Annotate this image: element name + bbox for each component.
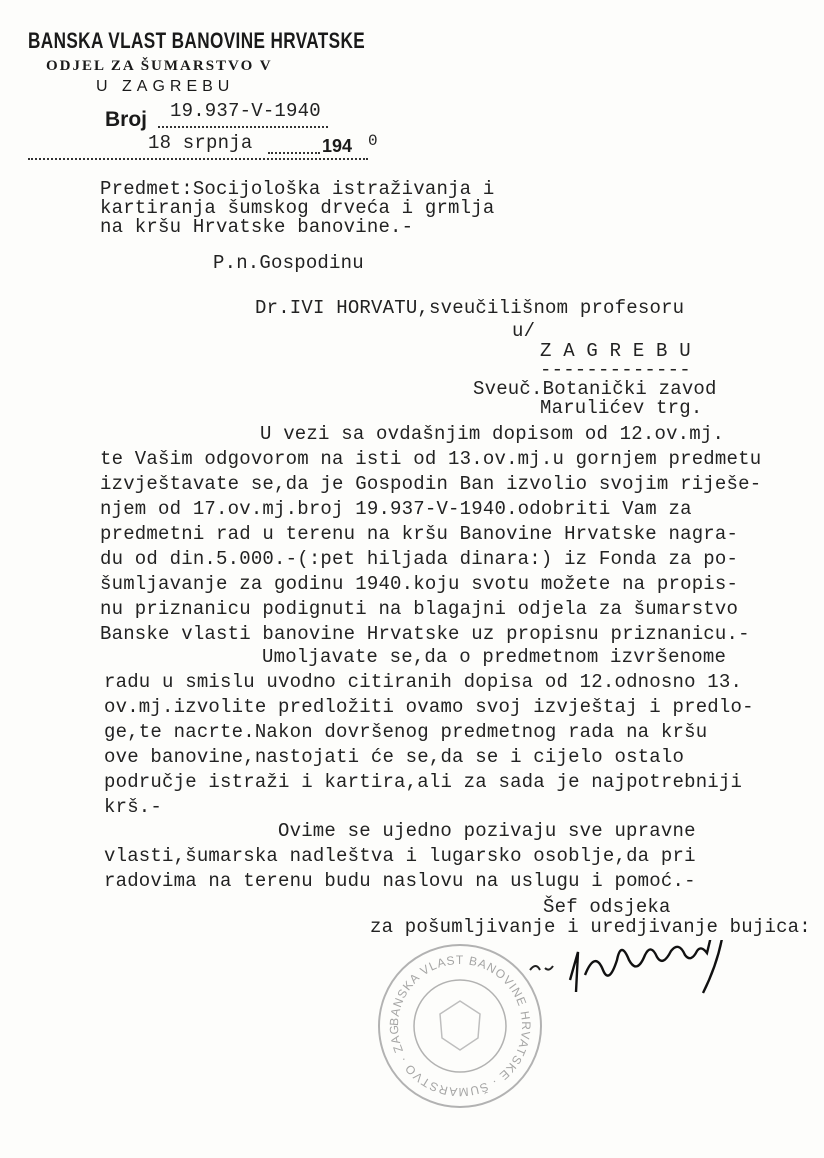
subject-line: kartiranja šumskog drveća i grmlja (100, 197, 495, 219)
date-dotted-line (268, 152, 320, 154)
signer-department: za pošumljivanje i uredjivanje bujica: (370, 916, 811, 938)
subject-line: na kršu Hrvatske banovine.- (100, 216, 414, 238)
body-line: predmetni rad u terenu na kršu Banovine Hrvatske nagra- (100, 523, 739, 545)
body-line: Umoljavate se,da o predmetnom izvršenome (262, 646, 727, 668)
header-divider (28, 158, 368, 160)
letterhead-department: ODJEL ZA ŠUMARSTVO V (46, 58, 273, 74)
letterhead-authority: BANSKA VLAST BANOVINE HRVATSKE (28, 28, 366, 53)
body-line: radovima na terenu budu naslovu na uslugu i pomoć.- (104, 870, 696, 892)
year-suffix: 0 (368, 132, 378, 150)
salutation: P.n.Gospodinu (213, 252, 364, 274)
body-line: područje istraži i kartira,ali za sada je najpotrebniji (104, 771, 743, 793)
body-line: radu u smislu uvodno citiranih dopisa od 12.odnosno 13. (104, 671, 743, 693)
signer-title: Šef odsjeka (543, 896, 671, 918)
addressee-underline: ------------- (540, 359, 691, 381)
date-value: 18 srpnja (148, 132, 253, 154)
broj-label: Broj (105, 108, 147, 131)
addressee-institution: Sveuč.Botanički zavod (473, 378, 717, 400)
stamp-text: BANSKA VLAST BANOVINE HRVATSKE · ŠUMARSTVO · ZAG (386, 952, 534, 1100)
addressee-street: Marulićev trg. (540, 397, 703, 419)
body-line: krš.- (104, 796, 163, 818)
body-line: Banske vlasti banovine Hrvatske uz propisnu priznanicu.- (100, 623, 750, 645)
year-prefix: 194 (322, 136, 353, 156)
body-line: izvještavate se,da je Gospodin Ban izvolio svojim riješe- (100, 473, 762, 495)
body-line: ove banovine,nastojati će se,da se i cijelo ostalo (104, 746, 685, 768)
body-line: te Vašim odgovorom na isti od 13.ov.mj.u gornjem predmetu (100, 448, 762, 470)
body-line: šumljavanje za godinu 1940.koju svotu možete na propis- (100, 573, 739, 595)
subject-line: Predmet:Socijološka istraživanja i (100, 178, 495, 200)
body-line: Ovime se ujedno pozivaju sve upravne (278, 820, 696, 842)
body-line: ov.mj.izvolite predložiti ovamo svoj izvještaj i predlo- (104, 696, 754, 718)
addressee-u: u/ (512, 320, 536, 342)
letterhead-city: U ZAGREBU (96, 78, 235, 95)
body-line: du od din.5.000.-(:pet hiljada dinara:) iz Fonda za po- (100, 548, 739, 570)
broj-dotted-line (158, 126, 328, 128)
body-line: vlasti,šumarska nadleštva i lugarsko osoblje,da pri (104, 845, 696, 867)
broj-value: 19.937-V-1940 (170, 100, 321, 122)
addressee-city: Z A G R E B U (540, 340, 691, 362)
body-line: njem od 17.ov.mj.broj 19.937-V-1940.odobriti Vam za (100, 498, 692, 520)
addressee-name: Dr.IVI HORVATU,sveučilišnom profesoru (255, 297, 685, 319)
official-stamp (378, 944, 542, 1108)
svg-text:BANSKA VLAST BANOVINE HRVATSKE (380, 946, 533, 1099)
body-line: ge,te nacrte.Nakon dovršenog predmetnog rada na kršu (104, 721, 708, 743)
body-line: nu priznanicu podignuti na blagajni odjela za šumarstvo (100, 598, 739, 620)
body-line: U vezi sa ovdašnjim dopisom od 12.ov.mj. (260, 423, 725, 445)
handwritten-signature (525, 940, 775, 1035)
